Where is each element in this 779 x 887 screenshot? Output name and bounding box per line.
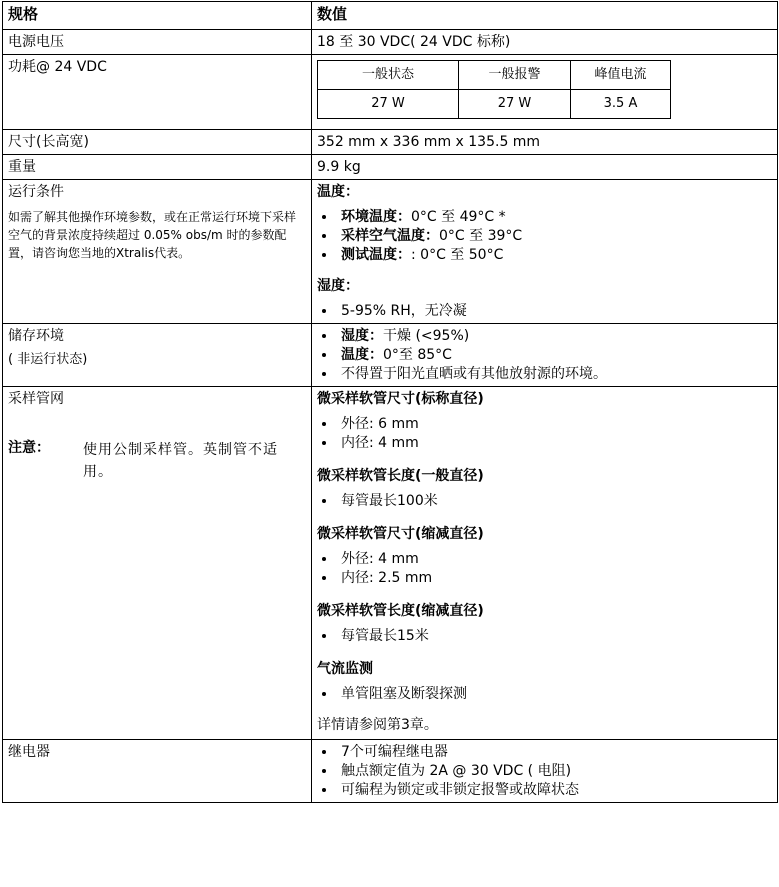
spec-table <box>2 1 778 803</box>
pipe-section-title: 微采样软管尺寸(标称直径) <box>317 391 484 407</box>
pipe-section-list <box>317 550 772 588</box>
pipe-label: 采样管网 <box>8 391 64 407</box>
list-item: • 内径: 4 mm <box>337 434 772 453</box>
pipe-section-list <box>317 685 772 704</box>
header-value: 数值 <box>312 2 778 30</box>
list-item: • 内径: 2.5 mm <box>337 569 772 588</box>
pipe-section-list <box>317 492 772 511</box>
pipe-section-title: 微采样软管长度(缩减直径) <box>317 603 484 619</box>
pipe-footer: 详情请参阅第3章。 <box>317 717 438 733</box>
temperature-list <box>317 208 772 265</box>
temperature-title: 温度： <box>317 184 359 200</box>
pipe-values <box>312 387 778 740</box>
row-storage <box>3 324 778 387</box>
power-label: 功耗@ 24 VDC <box>3 55 312 130</box>
note-label: 注意： <box>8 440 50 456</box>
voltage-value: 18 至 30 VDC( 24 VDC 标称) <box>312 30 778 55</box>
list-item: • 测试温度：: 0°C 至 50°C <box>337 246 772 265</box>
voltage-label: 电源电压 <box>3 30 312 55</box>
operating-values <box>312 180 778 324</box>
list-item: • 单管阻塞及断裂探测 <box>337 685 772 704</box>
operating-label: 运行条件 <box>8 184 64 200</box>
power-header-normal: 一般状态 <box>318 61 459 90</box>
list-item: • 7个可编程继电器 <box>337 743 772 762</box>
list-item: • 每管最长15米 <box>337 627 772 646</box>
pipe-cell <box>3 387 312 740</box>
storage-sub: ( 非运行状态) <box>8 352 88 367</box>
relay-values <box>312 740 778 803</box>
note-text: 使用公制采样管。英制管不适用。 <box>83 442 278 480</box>
pipe-section-title: 微采样软管长度(一般直径) <box>317 468 484 484</box>
humidity-list <box>317 302 772 321</box>
list-item: • 采样空气温度：0°C 至 39°C <box>337 227 772 246</box>
weight-value: 9.9 kg <box>312 155 778 180</box>
humidity-title: 湿度： <box>317 278 359 294</box>
size-value: 352 mm x 336 mm x 135.5 mm <box>312 130 778 155</box>
row-power <box>3 55 778 130</box>
storage-list <box>317 327 772 384</box>
pipe-section-title: 气流监测 <box>317 661 373 677</box>
relay-list <box>317 743 772 800</box>
row-size <box>3 130 778 155</box>
relay-label: 继电器 <box>3 740 312 803</box>
list-item: • 外径: 6 mm <box>337 415 772 434</box>
list-item: • 环境温度：0°C 至 49°C * <box>337 208 772 227</box>
row-pipe <box>3 387 778 740</box>
power-subtable <box>317 60 671 119</box>
list-item: • 外径: 4 mm <box>337 550 772 569</box>
power-value-peak: 3.5 A <box>571 90 671 119</box>
row-voltage <box>3 30 778 55</box>
pipe-section-list <box>317 415 772 453</box>
list-item: • 5-95% RH，无冷凝 <box>337 302 772 321</box>
pipe-section-list <box>317 627 772 646</box>
row-operating <box>3 180 778 324</box>
list-item: • 触点额定值为 2A @ 30 VDC ( 电阻) <box>337 762 772 781</box>
list-item: • 可编程为锁定或非锁定报警或故障状态 <box>337 781 772 800</box>
size-label: 尺寸(长高宽) <box>3 130 312 155</box>
pipe-note <box>8 439 306 483</box>
power-value-normal: 27 W <box>318 90 459 119</box>
power-header-peak: 峰值电流 <box>571 61 671 90</box>
power-header-alarm: 一般报警 <box>459 61 571 90</box>
operating-cell <box>3 180 312 324</box>
table-header-row <box>3 2 778 30</box>
storage-cell <box>3 324 312 387</box>
list-item: • 温度：0°至 85°C <box>337 346 772 365</box>
header-spec: 规格 <box>3 2 312 30</box>
row-weight <box>3 155 778 180</box>
storage-values <box>312 324 778 387</box>
power-value-alarm: 27 W <box>459 90 571 119</box>
list-item: • 湿度：干燥 (<95%) <box>337 327 772 346</box>
list-item: • 每管最长100米 <box>337 492 772 511</box>
power-cell <box>312 55 778 130</box>
weight-label: 重量 <box>3 155 312 180</box>
storage-label: 储存环境 <box>8 328 64 344</box>
list-item: • 不得置于阳光直晒或有其他放射源的环境。 <box>337 365 772 384</box>
pipe-section-title: 微采样软管尺寸(缩减直径) <box>317 526 484 542</box>
row-relay <box>3 740 778 803</box>
operating-note: 如需了解其他操作环境参数，或在正常运行环境下采样空气的背景浓度持续超过 0.05% obs/m 时的参数配置，请咨询您当地的Xtralis代表。 <box>8 210 297 260</box>
